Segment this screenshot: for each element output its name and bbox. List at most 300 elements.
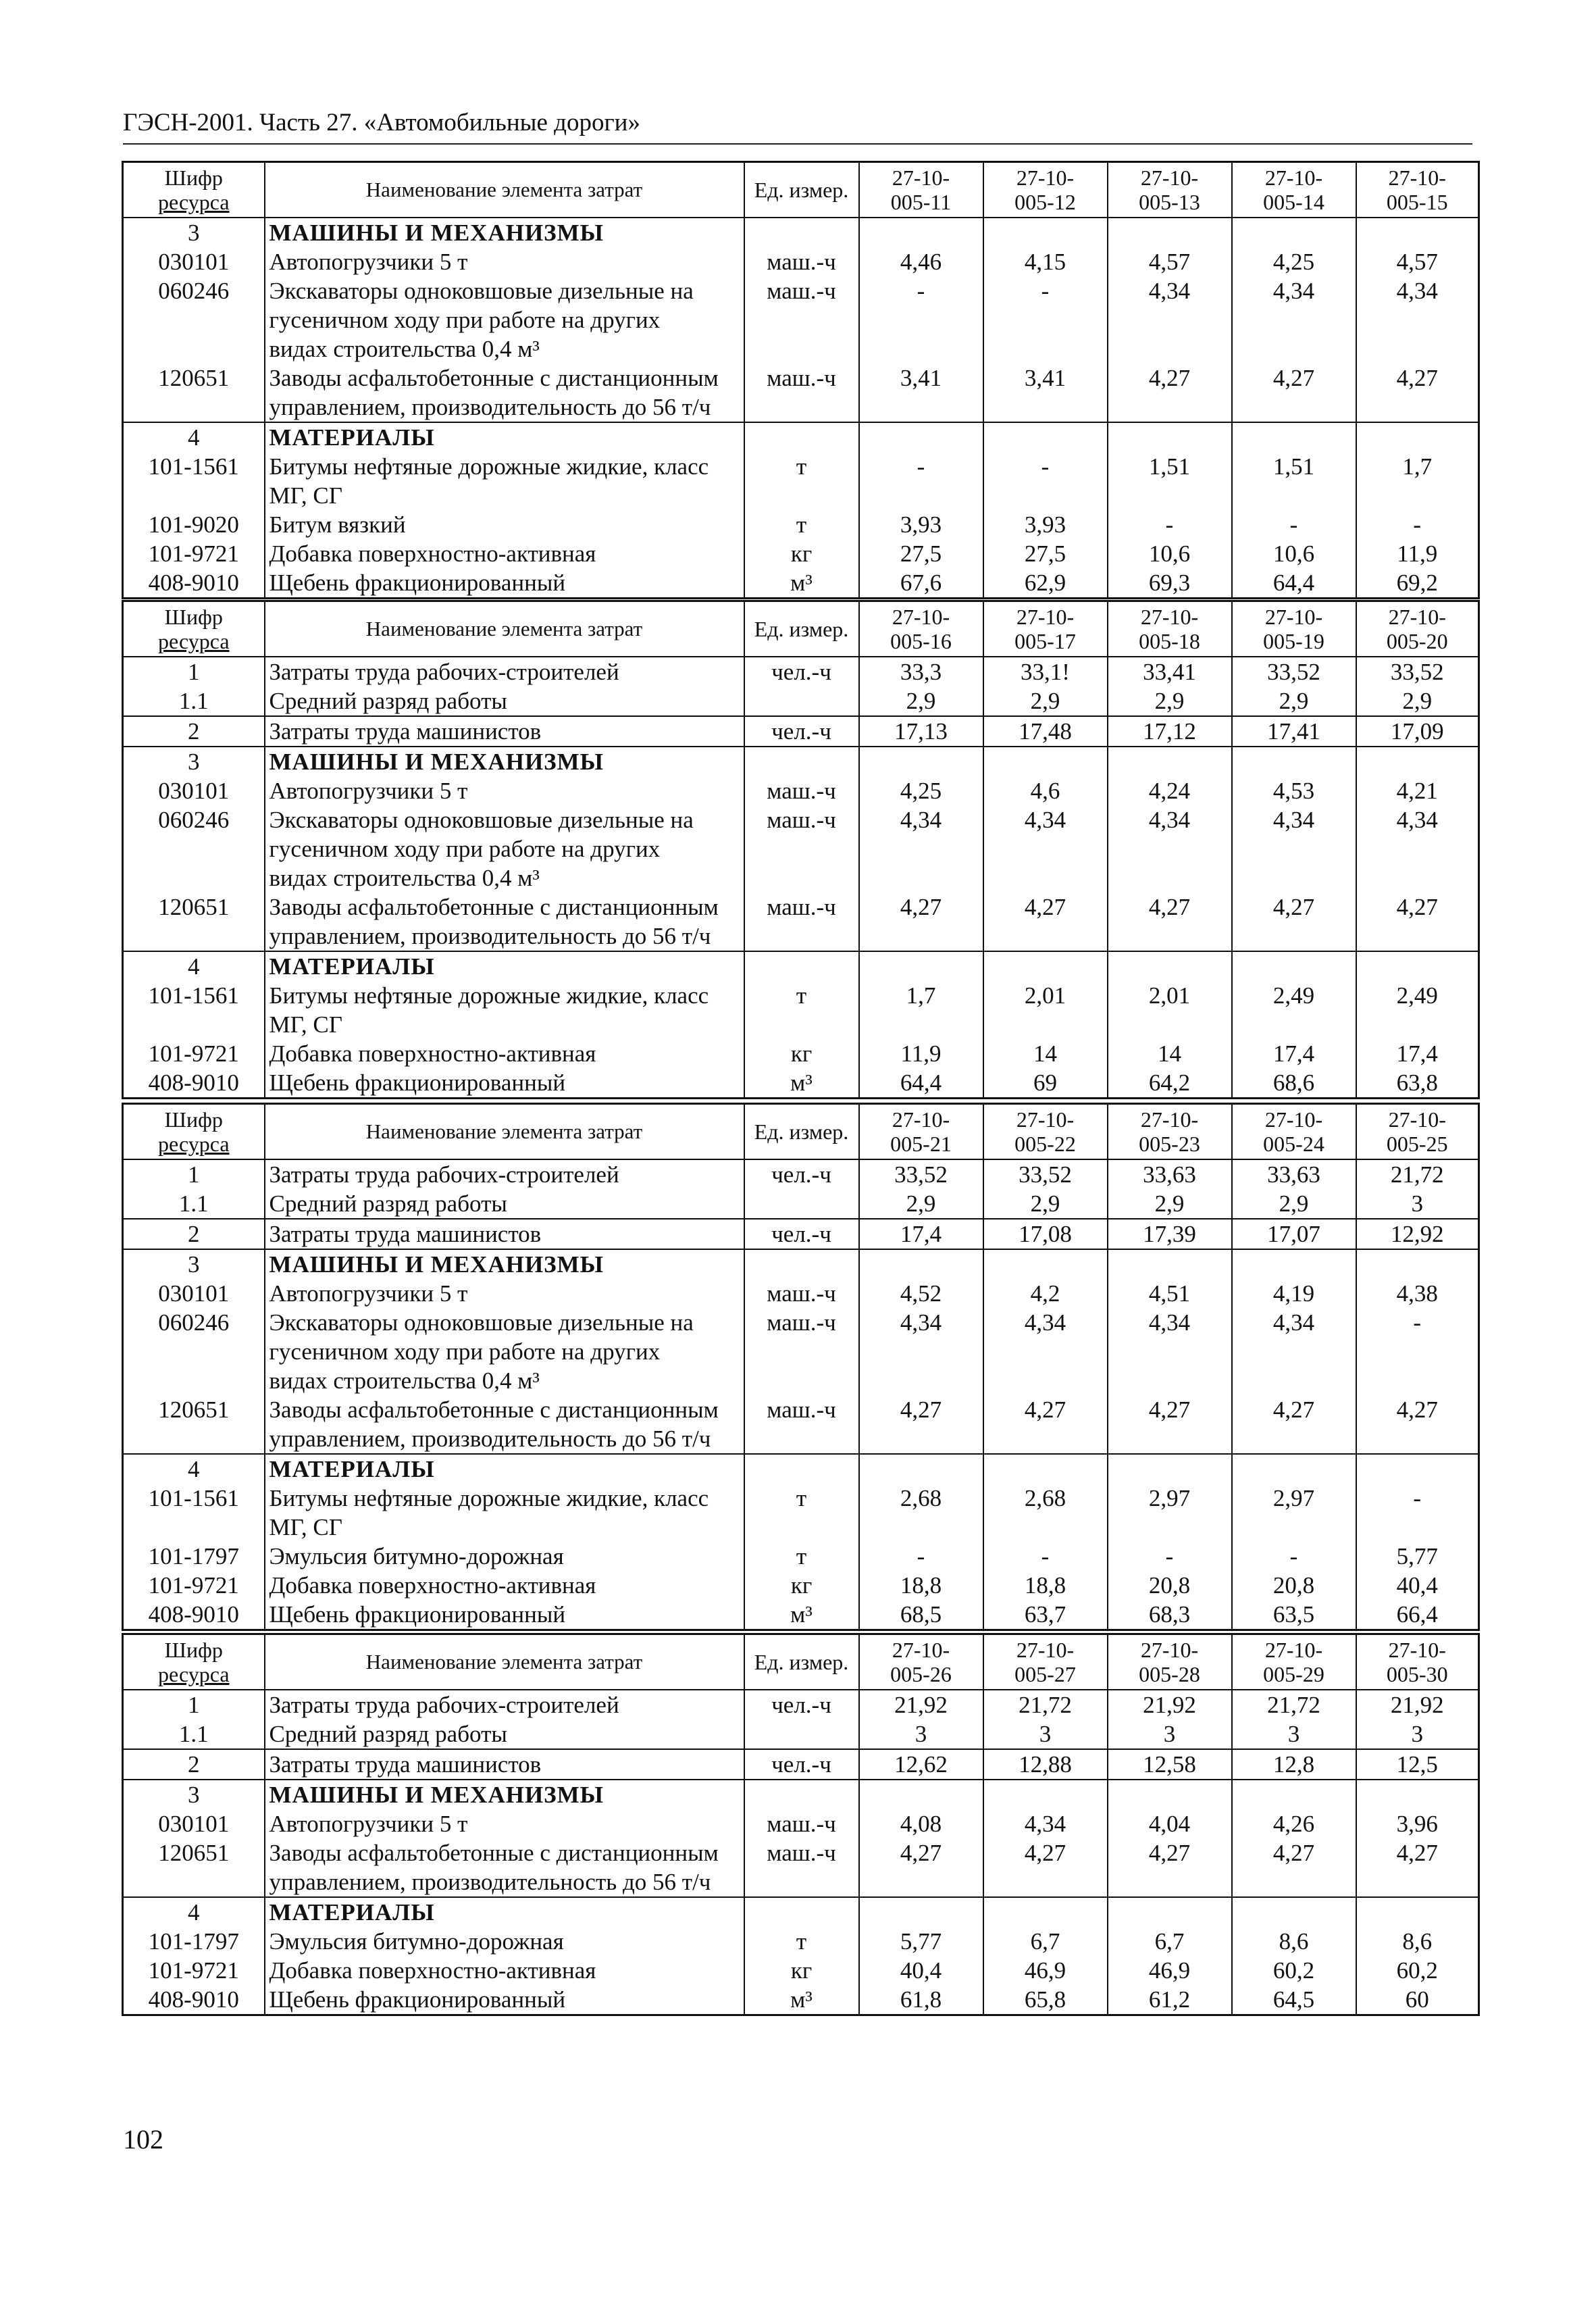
- norm-value: 2,9: [1356, 686, 1479, 716]
- name-line: Автопогрузчики 5 т: [269, 249, 468, 275]
- norm-value: 4,27: [983, 1838, 1108, 1897]
- resource-code: 101-9721: [123, 539, 265, 568]
- norm-value: [1232, 1897, 1356, 1927]
- unit-of-measure: т: [744, 510, 859, 539]
- norm-value: 63,5: [1232, 1600, 1356, 1630]
- norm-value: 4,34: [1396, 278, 1438, 304]
- table-row: [123, 1838, 1479, 1897]
- table-row: [123, 1719, 1479, 1749]
- header-norm-code: [1232, 1634, 1356, 1690]
- resource-code: 3: [123, 1780, 265, 1809]
- norm-value: 27,5: [859, 539, 983, 568]
- norm-value: 3,93: [983, 510, 1108, 539]
- norm-value: 63,7: [983, 1600, 1108, 1630]
- resource-code: 1.1: [123, 686, 265, 716]
- name-line: Щебень фракционированный: [269, 1986, 566, 2013]
- norm-value: [983, 747, 1108, 776]
- header-norm-code: [1356, 162, 1479, 218]
- resource-code: 060246: [123, 276, 265, 363]
- unit-of-measure: кг: [744, 1039, 859, 1068]
- cost-element-name: [265, 657, 744, 686]
- norm-value: 2,9: [1232, 686, 1356, 716]
- name-line: Заводы асфальтобетонные с дистанционным: [269, 1397, 719, 1423]
- norm-code-line: 005-29: [1263, 1662, 1324, 1686]
- table-row: [123, 1189, 1479, 1219]
- cost-element-name: [265, 1308, 744, 1395]
- norm-value: 4,34: [1108, 276, 1232, 363]
- norm-value: 17,09: [1356, 716, 1479, 747]
- name-line: Добавка поверхностно-активная: [269, 1957, 596, 1984]
- norm-value: [1108, 218, 1232, 247]
- table-row: [123, 892, 1479, 951]
- norm-value: 68,5: [859, 1600, 983, 1630]
- norm-code-line: 005-14: [1263, 190, 1324, 214]
- resource-code: 120651: [123, 892, 265, 951]
- norm-code-line: 27-10-: [892, 1107, 950, 1132]
- norm-value: -: [1232, 1542, 1356, 1571]
- norm-value: 4,27: [1108, 1838, 1232, 1897]
- norm-value: 63,8: [1396, 1070, 1438, 1096]
- norm-value: [859, 951, 983, 981]
- cost-element-name: [265, 1159, 744, 1189]
- norm-value: 64,4: [1232, 568, 1356, 599]
- table-row: [123, 363, 1479, 422]
- cost-element-name: [265, 1279, 744, 1308]
- norm-value: 4,34: [983, 805, 1108, 892]
- resource-code: 3: [123, 747, 265, 776]
- norm-value: 18,8: [983, 1571, 1108, 1600]
- norm-value: 4,57: [1396, 249, 1438, 275]
- resource-code: 4: [123, 1897, 265, 1927]
- table-row: [123, 1956, 1479, 1985]
- unit-of-measure: чел.-ч: [744, 1219, 859, 1249]
- name-line: Заводы асфальтобетонные с дистанционным: [269, 365, 719, 391]
- unit-of-measure: маш.-ч: [744, 1838, 859, 1897]
- resource-code: 3: [123, 218, 265, 247]
- norm-value: 3,93: [859, 510, 983, 539]
- unit-of-measure: маш.-ч: [744, 276, 859, 363]
- norm-value: 3: [983, 1719, 1108, 1749]
- name-line: Щебень фракционированный: [269, 1070, 566, 1096]
- name-line: управлением, производительность до 56 т/ч: [269, 923, 711, 949]
- norm-value: [1232, 951, 1356, 981]
- norm-value: 3: [859, 1719, 983, 1749]
- cost-element-name: [265, 1039, 744, 1068]
- resource-code: 030101: [123, 1809, 265, 1838]
- norm-value: [1108, 422, 1232, 452]
- document-title: ГЭСН-2001. Часть 27. «Автомобильные дороги»: [123, 109, 640, 136]
- norm-code-line: 27-10-: [1016, 1107, 1075, 1132]
- cost-element-name: [265, 1927, 744, 1956]
- norm-value: 4,34: [983, 1809, 1108, 1838]
- norm-value: 4,34: [859, 1308, 983, 1395]
- norms-table-3: [122, 1103, 1478, 1631]
- norm-value: [983, 1780, 1108, 1809]
- section-row: [123, 1897, 1479, 1927]
- norm-value: 4,27: [1108, 1395, 1232, 1454]
- norm-value: 21,72: [983, 1690, 1108, 1719]
- norm-value: [1232, 1454, 1356, 1484]
- name-line: МГ, СГ: [269, 1011, 342, 1038]
- header-code-line: Шифр: [164, 166, 223, 190]
- norm-value: 3,41: [859, 363, 983, 422]
- norm-value: 8,6: [1402, 1928, 1433, 1955]
- norm-value: 4,34: [1396, 807, 1438, 833]
- header-code-line: Шифр: [164, 605, 223, 629]
- norm-value: 4,52: [859, 1279, 983, 1308]
- header-norm-code: [1356, 601, 1479, 657]
- header-norm-code: [1232, 601, 1356, 657]
- norm-value: 61,8: [859, 1985, 983, 2015]
- norm-value: [1108, 1249, 1232, 1279]
- name-line: Затраты труда машинистов: [269, 1221, 542, 1247]
- table-row: [123, 247, 1479, 276]
- norm-value: 4,27: [1232, 892, 1356, 951]
- norm-value: 2,68: [859, 1484, 983, 1542]
- unit-of-measure: маш.-ч: [744, 1395, 859, 1454]
- section-row: [123, 218, 1479, 247]
- norm-value: 3,41: [983, 363, 1108, 422]
- unit-of-measure: [744, 1897, 859, 1927]
- norm-value: 27,5: [983, 539, 1108, 568]
- norm-value: -: [859, 276, 983, 363]
- norm-value: 17,39: [1108, 1219, 1232, 1249]
- resource-code: 101-1561: [123, 981, 265, 1039]
- norm-value: 18,8: [859, 1571, 983, 1600]
- norm-code-line: 005-16: [890, 629, 952, 653]
- table-row: [123, 1927, 1479, 1956]
- section-title: [265, 1249, 744, 1279]
- norm-code-line: 27-10-: [1264, 1638, 1323, 1662]
- cost-element-name: [265, 1219, 744, 1249]
- norm-value: 46,9: [1108, 1956, 1232, 1985]
- resource-code: 060246: [123, 805, 265, 892]
- name-line: МАШИНЫ И МЕХАНИЗМЫ: [269, 749, 604, 775]
- norm-value: -: [983, 276, 1108, 363]
- unit-of-measure: [744, 747, 859, 776]
- norm-value: 33,52: [859, 1159, 983, 1189]
- norm-value: 4,04: [1108, 1809, 1232, 1838]
- table-row: [123, 1159, 1479, 1189]
- table-row: [123, 1395, 1479, 1454]
- norm-value: 4,27: [1232, 1395, 1356, 1454]
- norm-value: 17,4: [1396, 1040, 1438, 1067]
- norm-value: 21,92: [1390, 1692, 1444, 1718]
- unit-of-measure: [744, 1719, 859, 1749]
- norm-value: 20,8: [1108, 1571, 1232, 1600]
- resource-code: 408-9010: [123, 1068, 265, 1099]
- norm-code-line: 27-10-: [1140, 1638, 1199, 1662]
- norm-value: 3: [1356, 1719, 1479, 1749]
- norm-value: 40,4: [859, 1956, 983, 1985]
- name-line: Битумы нефтяные дорожные жидкие, класс: [269, 982, 709, 1009]
- norm-code-line: 27-10-: [1388, 1107, 1446, 1132]
- cost-element-name: [265, 1571, 744, 1600]
- table-row: [123, 1571, 1479, 1600]
- norm-value: 33,52: [1390, 659, 1444, 685]
- cost-element-name: [265, 1600, 744, 1630]
- name-line: Автопогрузчики 5 т: [269, 1811, 468, 1837]
- norm-value: 4,57: [1108, 247, 1232, 276]
- norm-code-line: 27-10-: [1388, 166, 1446, 190]
- cost-element-name: [265, 776, 744, 805]
- norm-value: 8,6: [1232, 1927, 1356, 1956]
- norm-value: [859, 747, 983, 776]
- norm-value: [1356, 1897, 1479, 1927]
- name-line: Средний разряд работы: [269, 1190, 507, 1217]
- header-resource-code: [123, 601, 265, 657]
- resource-code: 030101: [123, 776, 265, 805]
- name-line: Средний разряд работы: [269, 688, 507, 714]
- norm-code-line: 27-10-: [892, 605, 950, 629]
- norm-value: 2,68: [983, 1484, 1108, 1542]
- norm-value: 4,27: [859, 1838, 983, 1897]
- unit-of-measure: т: [744, 1542, 859, 1571]
- norm-value: 61,2: [1108, 1985, 1232, 2015]
- norm-code-line: 27-10-: [1264, 1107, 1323, 1132]
- norm-value: [1108, 747, 1232, 776]
- header-norm-code: [1108, 1634, 1232, 1690]
- name-line: Затраты труда машинистов: [269, 1751, 542, 1778]
- norm-value: 66,4: [1396, 1601, 1438, 1628]
- norm-value: 68,6: [1232, 1068, 1356, 1099]
- norm-value: -: [1232, 510, 1356, 539]
- name-line: Заводы асфальтобетонные с дистанционным: [269, 1840, 719, 1866]
- table-row: [123, 1809, 1479, 1838]
- section-title: [265, 422, 744, 452]
- table-row: [123, 510, 1479, 539]
- resource-code: 1.1: [123, 1719, 265, 1749]
- norm-value: 33,63: [1232, 1159, 1356, 1189]
- unit-of-measure: чел.-ч: [744, 1159, 859, 1189]
- resource-code: 101-9721: [123, 1039, 265, 1068]
- norm-value: 4,6: [983, 776, 1108, 805]
- norm-value: 10,6: [1108, 539, 1232, 568]
- norm-code-line: 27-10-: [1264, 605, 1323, 629]
- table-header-row: [123, 601, 1479, 657]
- unit-of-measure: [744, 422, 859, 452]
- name-line: МАТЕРИАЛЫ: [269, 953, 435, 980]
- norm-code-line: 27-10-: [1016, 166, 1075, 190]
- norm-value: [1108, 951, 1232, 981]
- norm-value: -: [859, 1542, 983, 1571]
- header-norm-code: [1356, 1104, 1479, 1160]
- norm-value: [859, 1780, 983, 1809]
- norm-value: 4,34: [1108, 1308, 1232, 1395]
- unit-of-measure: т: [744, 452, 859, 510]
- norm-value: 2,01: [983, 981, 1108, 1039]
- norm-value: 10,6: [1232, 539, 1356, 568]
- norm-value: 4,25: [1232, 247, 1356, 276]
- name-line: Добавка поверхностно-активная: [269, 540, 596, 567]
- name-line: Затраты труда рабочих-строителей: [269, 1692, 619, 1718]
- name-line: гусеничном ходу при работе на других: [269, 1338, 661, 1365]
- header-unit: Ед. измер.: [744, 1634, 859, 1690]
- unit-of-measure: кг: [744, 539, 859, 568]
- name-line: Затраты труда рабочих-строителей: [269, 1161, 619, 1188]
- name-line: гусеничном ходу при работе на других: [269, 836, 661, 862]
- norm-value: 21,92: [859, 1690, 983, 1719]
- header-norm-code: [1232, 162, 1356, 218]
- cost-element-name: [265, 276, 744, 363]
- norm-code-line: 27-10-: [892, 166, 950, 190]
- resource-code: 101-1797: [123, 1542, 265, 1571]
- name-line: управлением, производительность до 56 т/ч: [269, 1869, 711, 1895]
- header-unit: Ед. измер.: [744, 1104, 859, 1160]
- norm-value: -: [983, 1542, 1108, 1571]
- header-norm-code: [859, 162, 983, 218]
- cost-element-name: [265, 1719, 744, 1749]
- norm-value: [1232, 1780, 1356, 1809]
- table-row: [123, 1068, 1479, 1099]
- norm-code-line: 005-15: [1386, 190, 1448, 214]
- header-code-line: ресурса: [157, 1662, 230, 1686]
- norm-value: 21,72: [1232, 1690, 1356, 1719]
- norm-value: [1356, 1780, 1479, 1809]
- table-row: [123, 1690, 1479, 1719]
- norm-value: 4,25: [859, 776, 983, 805]
- name-line: Экскаваторы одноковшовые дизельные на: [269, 1309, 694, 1336]
- header-cost-element-name: Наименование элемента затрат: [265, 1104, 744, 1160]
- unit-of-measure: м³: [744, 1985, 859, 2015]
- norm-value: 33,52: [1232, 657, 1356, 686]
- norm-value: [859, 1249, 983, 1279]
- norm-value: 12,62: [859, 1749, 983, 1780]
- norm-value: 4,34: [1232, 1308, 1356, 1395]
- unit-of-measure: маш.-ч: [744, 1279, 859, 1308]
- name-line: МАШИНЫ И МЕХАНИЗМЫ: [269, 220, 604, 246]
- norm-value: [1356, 218, 1479, 247]
- table-row: [123, 686, 1479, 716]
- norm-value: 17,4: [859, 1219, 983, 1249]
- section-row: [123, 422, 1479, 452]
- norm-value: 4,27: [1108, 363, 1232, 422]
- unit-of-measure: маш.-ч: [744, 1809, 859, 1838]
- resource-code: 1.1: [123, 1189, 265, 1219]
- unit-of-measure: чел.-ч: [744, 716, 859, 747]
- norm-value: 1,7: [859, 981, 983, 1039]
- header-code-line: ресурса: [157, 190, 230, 214]
- unit-of-measure: маш.-ч: [744, 892, 859, 951]
- cost-element-name: [265, 716, 744, 747]
- norm-value: [1108, 1454, 1232, 1484]
- norm-code-line: 27-10-: [1388, 1638, 1446, 1662]
- norm-value: 2,01: [1108, 981, 1232, 1039]
- norm-value: 69: [983, 1068, 1108, 1099]
- resource-code: 030101: [123, 247, 265, 276]
- norm-value: [983, 218, 1108, 247]
- norm-value: 33,52: [983, 1159, 1108, 1189]
- norm-value: [1232, 747, 1356, 776]
- norm-code-line: 27-10-: [1388, 605, 1446, 629]
- cost-element-name: [265, 1690, 744, 1719]
- norm-value: 5,77: [1396, 1543, 1438, 1569]
- norm-value: 21,92: [1108, 1690, 1232, 1719]
- norm-value: 2,9: [1108, 686, 1232, 716]
- header-norm-code: [983, 162, 1108, 218]
- unit-of-measure: [744, 1189, 859, 1219]
- resource-code: 3: [123, 1249, 265, 1279]
- unit-of-measure: [744, 951, 859, 981]
- cost-element-name: [265, 363, 744, 422]
- norm-value: [859, 1454, 983, 1484]
- norm-code-line: 005-19: [1263, 629, 1324, 653]
- cost-element-name: [265, 1068, 744, 1099]
- norm-value: 4,34: [1108, 805, 1232, 892]
- norm-value: 3: [1356, 1189, 1479, 1219]
- cost-element-name: [265, 1838, 744, 1897]
- norm-value: 12,58: [1108, 1749, 1232, 1780]
- section-row: [123, 1249, 1479, 1279]
- costs-table: [122, 600, 1480, 1099]
- norm-value: 60: [1405, 1986, 1429, 2013]
- table-row: [123, 1308, 1479, 1395]
- norm-value: 3,96: [1396, 1811, 1438, 1837]
- norm-code-line: 005-26: [890, 1662, 952, 1686]
- norm-value: 33,63: [1108, 1159, 1232, 1189]
- header-norm-code: [1108, 1104, 1232, 1160]
- norm-value: 60,2: [1396, 1957, 1438, 1984]
- norm-value: [859, 218, 983, 247]
- norm-code-line: 005-20: [1386, 629, 1448, 653]
- norm-value: 46,9: [983, 1956, 1108, 1985]
- norm-value: [1356, 951, 1479, 981]
- norm-value: [1232, 422, 1356, 452]
- norm-value: 4,15: [983, 247, 1108, 276]
- section-title: [265, 1780, 744, 1809]
- table-row: [123, 1219, 1479, 1249]
- norm-value: 64,4: [859, 1068, 983, 1099]
- norm-code-line: 27-10-: [1140, 1107, 1199, 1132]
- norm-value: 12,5: [1356, 1749, 1479, 1780]
- resource-code: 408-9010: [123, 1600, 265, 1630]
- resource-code: 4: [123, 951, 265, 981]
- resource-code: 4: [123, 1454, 265, 1484]
- norm-value: 4,38: [1396, 1280, 1438, 1307]
- resource-code: 120651: [123, 1395, 265, 1454]
- norm-value: 4,34: [1232, 276, 1356, 363]
- norm-code-line: 27-10-: [1140, 605, 1199, 629]
- norm-value: 4,27: [1356, 1395, 1479, 1454]
- unit-of-measure: чел.-ч: [744, 1749, 859, 1780]
- norm-value: 6,7: [1108, 1927, 1232, 1956]
- header-cost-element-name: Наименование элемента затрат: [265, 1634, 744, 1690]
- table-row: [123, 1600, 1479, 1630]
- name-line: Эмульсия битумно-дорожная: [269, 1543, 564, 1569]
- resource-code: 1: [123, 657, 265, 686]
- norm-value: 33,1!: [983, 657, 1108, 686]
- norm-value: 17,13: [859, 716, 983, 747]
- cost-element-name: [265, 1809, 744, 1838]
- unit-of-measure: [744, 1249, 859, 1279]
- norm-value: 4,27: [983, 1395, 1108, 1454]
- unit-of-measure: м³: [744, 1600, 859, 1630]
- resource-code: 2: [123, 1749, 265, 1780]
- cost-element-name: [265, 247, 744, 276]
- cost-element-name: [265, 1956, 744, 1985]
- section-title: [265, 1454, 744, 1484]
- section-row: [123, 1454, 1479, 1484]
- unit-of-measure: маш.-ч: [744, 776, 859, 805]
- cost-element-name: [265, 510, 744, 539]
- name-line: МГ, СГ: [269, 1514, 342, 1540]
- resource-code: 101-9721: [123, 1956, 265, 1985]
- norm-value: 14: [1108, 1039, 1232, 1068]
- norm-code-line: 27-10-: [1016, 605, 1075, 629]
- norm-value: 4,24: [1108, 776, 1232, 805]
- name-line: МАТЕРИАЛЫ: [269, 1456, 435, 1482]
- section-title: [265, 747, 744, 776]
